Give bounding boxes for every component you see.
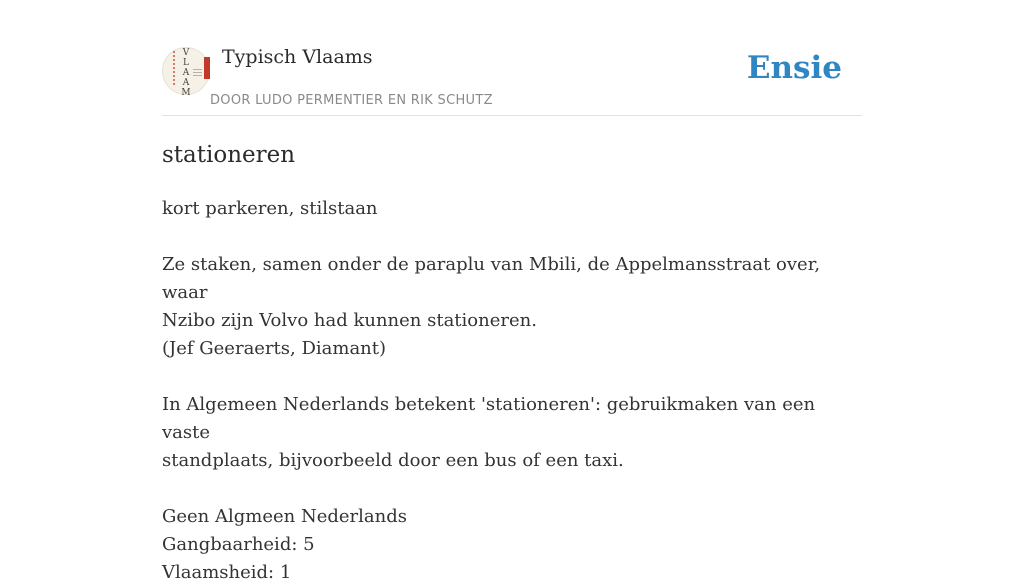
brand-logo[interactable]: Ensie [746, 50, 842, 86]
logo-red-bar [204, 57, 210, 79]
example-line: Nzibo zijn Volvo had kunnen stationeren. [162, 310, 537, 331]
entry-status: Geen Algmeen Nederlands [162, 506, 407, 527]
example-source: (Jef Geeraerts, Diamant) [162, 338, 387, 359]
gangbaarheid-score: Gangbaarheid: 5 [162, 534, 315, 555]
blog-title[interactable]: Typisch Vlaams [222, 46, 373, 68]
entry-word: stationeren [162, 142, 296, 168]
blog-byline: DOOR LUDO PERMENTIER EN RIK SCHUTZ [210, 93, 493, 108]
usage-note-line: standplaats, bijvoorbeeld door een bus of een taxi. [162, 450, 624, 471]
blog-logo[interactable] [162, 47, 210, 98]
logo-accent [173, 51, 178, 85]
logo-letters: V L A A M [181, 48, 191, 98]
site-header [162, 0, 862, 116]
logo-fine-print [193, 69, 202, 70]
usage-note-line: In Algemeen Nederlands betekent 'stationeren': gebruikmaken van een vaste [162, 394, 816, 443]
entry-content [162, 139, 862, 587]
entry-definition: kort parkeren, stilstaan [162, 198, 378, 219]
example-line: Ze staken, samen onder de paraplu van Mbili, de Appelmansstraat over, waar [162, 254, 821, 303]
vlaamsheid-score: Vlaamsheid: 1 [162, 562, 292, 583]
